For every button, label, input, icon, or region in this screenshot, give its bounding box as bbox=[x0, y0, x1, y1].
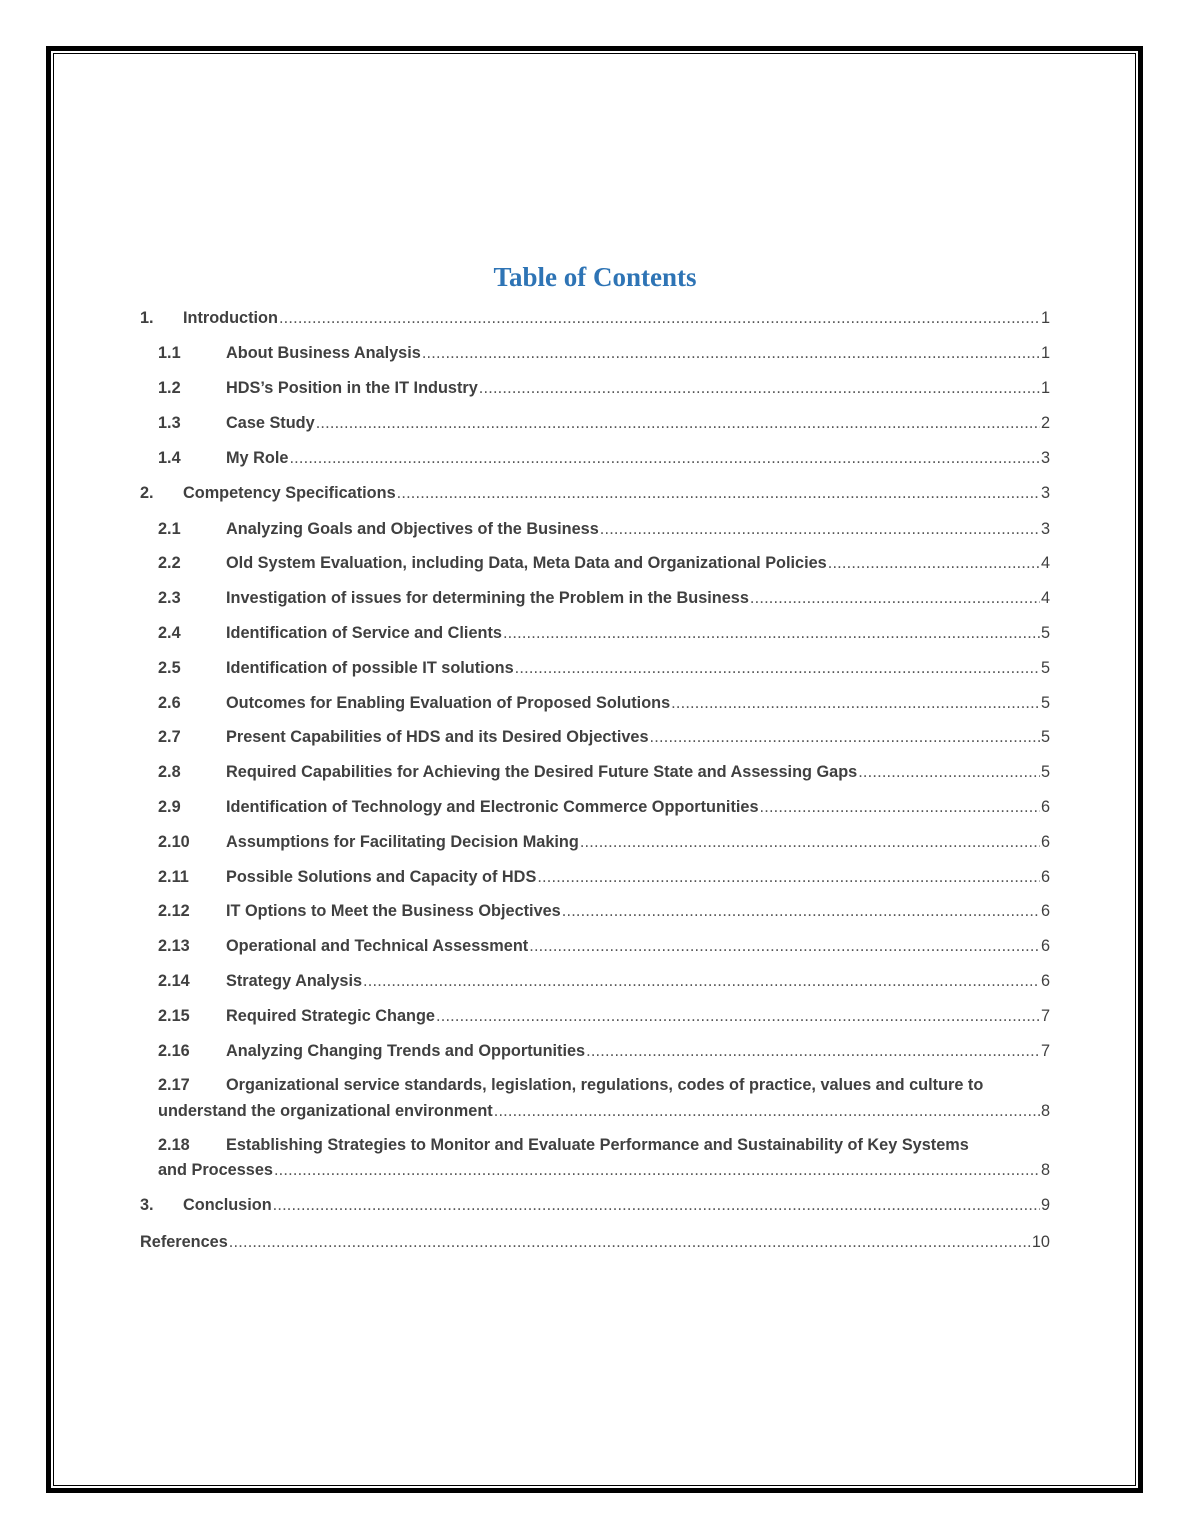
toc-title: Table of Contents bbox=[493, 262, 697, 292]
toc-entry-competency-specifications[interactable]: 2. Competency Specifications ..... 3 bbox=[140, 484, 1050, 503]
toc-entry-2-18[interactable]: 2.18 Establishing Strategies to Monitor and Evaluate Performance and Sustainability of Key Systems and Processes ..... 8 bbox=[140, 1136, 1050, 1180]
toc-entry-2-1[interactable]: 2.1 Analyzing Goals and Objectives of the Business ..... 3 bbox=[140, 520, 1050, 539]
toc-entry-2-4[interactable]: 2.4 Identification of Service and Clients ..... 5 bbox=[140, 624, 1050, 643]
toc-entry-2-13[interactable]: 2.13 Operational and Technical Assessment ..... 6 bbox=[140, 937, 1050, 956]
toc-entry-2-9[interactable]: 2.9 Identification of Technology and Electronic Commerce Opportunities ..... 6 bbox=[140, 798, 1050, 817]
toc-entry-2-6[interactable]: 2.6 Outcomes for Enabling Evaluation of Proposed Solutions ..... 5 bbox=[140, 694, 1050, 713]
toc-entry-2-17[interactable]: 2.17 Organizational service standards, legislation, regulations, codes of practice, values and culture to understand the organizational environment ..... 8 bbox=[140, 1076, 1050, 1121]
toc-entry-2-7[interactable]: 2.7 Present Capabilities of HDS and its Desired Objectives ..... 5 bbox=[140, 728, 1050, 747]
toc-entry-2-15[interactable]: 2.15 Required Strategic Change ..... 7 bbox=[140, 1007, 1050, 1026]
toc-entry-2-11[interactable]: 2.11 Possible Solutions and Capacity of HDS ..... 6 bbox=[140, 868, 1050, 887]
toc-entry-1-4[interactable]: 1.4 My Role ..... 3 bbox=[140, 449, 1050, 468]
toc-entry-introduction[interactable]: 1. Introduction ..... 1 bbox=[140, 309, 1050, 328]
toc-entry-2-2[interactable]: 2.2 Old System Evaluation, including Data, Meta Data and Organizational Policies ..... 4 bbox=[140, 554, 1050, 573]
toc-entry-2-5[interactable]: 2.5 Identification of possible IT solutions ..... 5 bbox=[140, 659, 1050, 678]
toc-entry-2-16[interactable]: 2.16 Analyzing Changing Trends and Opportunities ..... 7 bbox=[140, 1042, 1050, 1061]
toc-entry-conclusion[interactable]: 3. Conclusion ..... 9 bbox=[140, 1196, 1050, 1215]
toc-entry-1-2[interactable]: 1.2 HDS’s Position in the IT Industry ..... 1 bbox=[140, 379, 1050, 398]
toc-entry-references[interactable]: References ..... 10 bbox=[140, 1233, 1050, 1252]
toc-entry-1-1[interactable]: 1.1 About Business Analysis ..... 1 bbox=[140, 344, 1050, 363]
toc-entry-2-14[interactable]: 2.14 Strategy Analysis ..... 6 bbox=[140, 972, 1050, 991]
toc-entry-2-10[interactable]: 2.10 Assumptions for Facilitating Decision Making ..... 6 bbox=[140, 833, 1050, 852]
toc-entry-2-8[interactable]: 2.8 Required Capabilities for Achieving the Desired Future State and Assessing Gaps ..... 5 bbox=[140, 763, 1050, 782]
toc-entry-2-3[interactable]: 2.3 Investigation of issues for determining the Problem in the Business ..... 4 bbox=[140, 589, 1050, 608]
toc-entry-1-3[interactable]: 1.3 Case Study ..... 2 bbox=[140, 414, 1050, 433]
toc-entry-2-12[interactable]: 2.12 IT Options to Meet the Business Objectives ..... 6 bbox=[140, 902, 1050, 921]
